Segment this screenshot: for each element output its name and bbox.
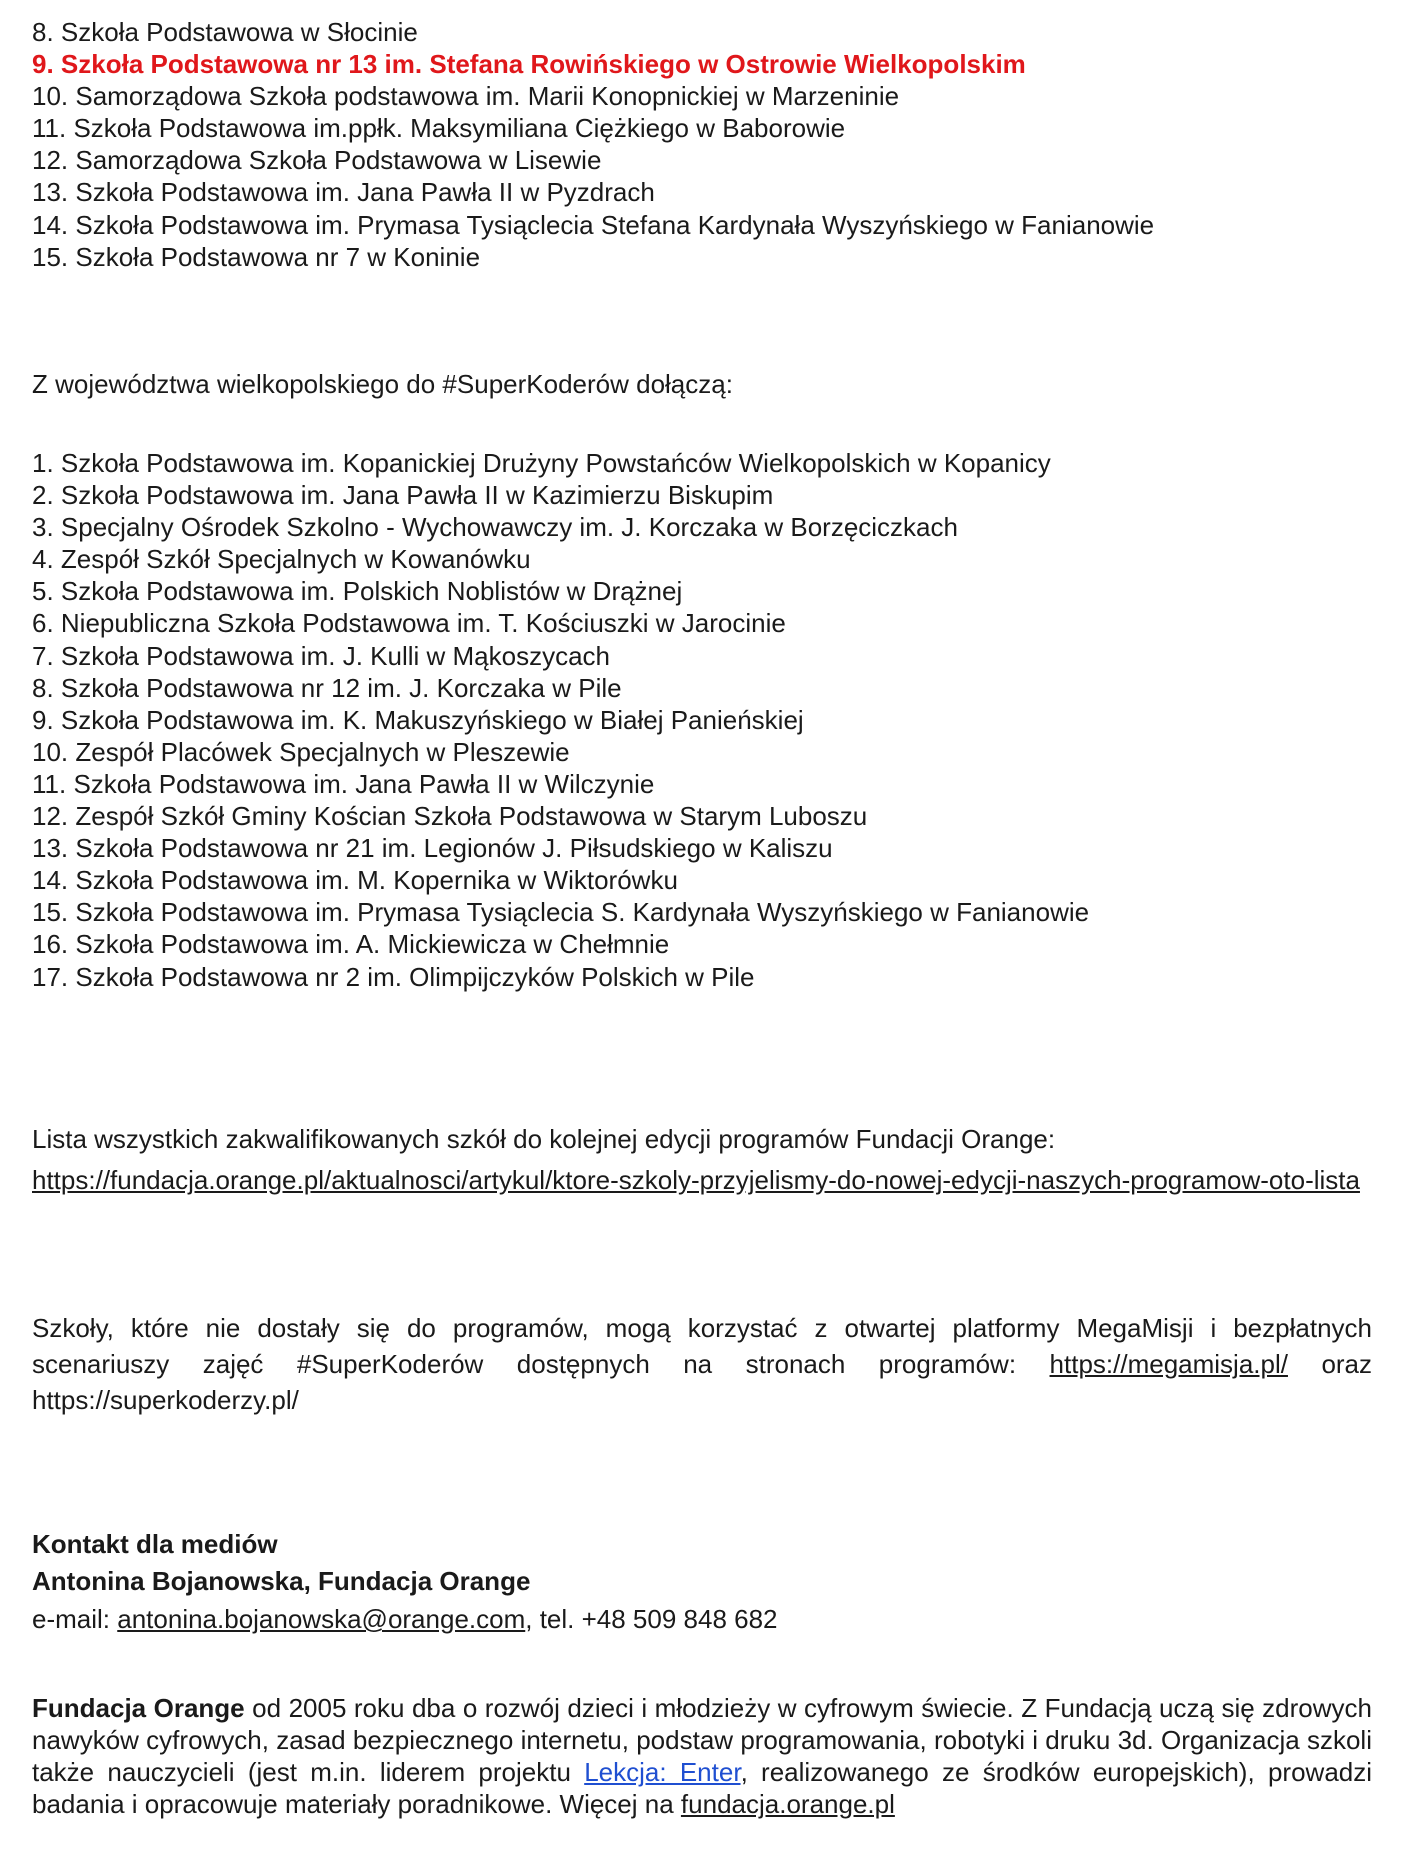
- about-text-2: , realizowanego ze środków europejskich), prowadzi badania i opracowuje materiały poradnikowe. Więcej na: [32, 1757, 1373, 1819]
- all-schools-link[interactable]: https://fundacja.orange.pl/aktualnosci/artykul/ktore-szkoly-przyjelismy-do-nowej-edycji-naszych-programow-oto-lista: [32, 1165, 1360, 1195]
- list-item: 12. Samorządowa Szkoła Podstawowa w Lisewie: [32, 145, 602, 176]
- all-schools-text: Lista wszystkich zakwalifikowanych szkół do kolejnej edycji programów Fundacji Orange:: [32, 1124, 1056, 1154]
- list-item: 6. Niepubliczna Szkoła Podstawowa im. T. Kościuszki w Jarocinie: [32, 608, 786, 639]
- list-item: 15. Szkoła Podstawowa nr 7 w Koninie: [32, 241, 481, 272]
- list-item: 17. Szkoła Podstawowa nr 2 im. Olimpijczyków Polskich w Pile: [32, 961, 755, 992]
- list-item: 12. Zespół Szkół Gminy Kościan Szkoła Podstawowa w Starym Luboszu: [32, 801, 868, 832]
- list-item-highlighted: 9. Szkoła Podstawowa nr 13 im. Stefana Rowińskiego w Ostrowie Wielkopolskim: [32, 49, 1026, 80]
- list-item: 15. Szkoła Podstawowa im. Prymasa Tysiąclecia S. Kardynała Wyszyńskiego w Fanianowie: [32, 897, 1090, 928]
- email-label: e-mail:: [32, 1604, 111, 1634]
- list-item: 4. Zespół Szkół Specjalnych w Kowanówku: [32, 544, 531, 575]
- list-item: 5. Szkoła Podstawowa im. Polskich Noblistów w Drążnej: [32, 576, 683, 607]
- list-item: 3. Specjalny Ośrodek Szkolno - Wychowawczy im. J. Korczaka w Borzęciczkach: [32, 512, 958, 543]
- lekcja-enter-link[interactable]: Lekcja: Enter: [584, 1757, 741, 1787]
- school-list-continued: [32, 16, 1154, 273]
- about-text-1: od 2005 roku dba o rozwój dzieci i młodzieży w cyfrowym świecie. Z Fundacją uczą się zdrowych nawyków cyfrowych, zasad bezpiecznego internetu, podstaw programowania, robotyki i druku 3d. Organizacja szkoli także nauczycieli (jest m.in. liderem projektu: [32, 1693, 1372, 1787]
- list-item: 16. Szkoła Podstawowa im. A. Mickiewicza w Chełmnie: [32, 929, 670, 960]
- list-item: 14. Szkoła Podstawowa im. Prymasa Tysiąclecia Stefana Kardynała Wyszyńskiego w Fanianowie: [32, 209, 1155, 240]
- list-item: 11. Szkoła Podstawowa im.ppłk. Maksymiliana Ciężkiego w Baborowie: [32, 113, 846, 144]
- conjunction-text: oraz: [1321, 1349, 1373, 1379]
- foundation-name: Fundacja Orange: [32, 1693, 245, 1723]
- list-item: 9. Szkoła Podstawowa im. K. Makuszyńskiego w Białej Panieńskiej: [32, 704, 804, 735]
- open-platform-text: Szkoły, które nie dostały się do programów, mogą korzystać z otwartej platformy MegaMisji i bezpłatnych scenariuszy zajęć #SuperKoderów dostępnych na stronach programów:: [32, 1313, 1372, 1379]
- all-schools-paragraph: [32, 1164, 1362, 1196]
- list-item: 10. Samorządowa Szkoła podstawowa im. Marii Konopnickiej w Marzeninie: [32, 81, 900, 112]
- list-item: 8. Szkoła Podstawowa nr 12 im. J. Korczaka w Pile: [32, 672, 622, 703]
- superkoderzy-url: https://superkoderzy.pl/: [32, 1385, 299, 1415]
- phone-text: , tel. +48 509 848 682: [525, 1604, 778, 1634]
- list-item: 13. Szkoła Podstawowa im. Jana Pawła II w Pyzdrach: [32, 177, 655, 208]
- contact-name: Antonina Bojanowska, Fundacja Orange: [32, 1566, 531, 1596]
- list-item: 7. Szkoła Podstawowa im. J. Kulli w Mąkoszycach: [32, 640, 610, 671]
- list-item: 14. Szkoła Podstawowa im. M. Kopernika w Wiktorówku: [32, 865, 678, 896]
- contact-heading: Kontakt dla mediów: [32, 1529, 278, 1559]
- wielkopolskie-intro: Z województwa wielkopolskiego do #SuperKoderów dołączą:: [32, 369, 733, 399]
- list-item: 8. Szkoła Podstawowa w Słocinie: [32, 17, 418, 47]
- list-item: 2. Szkoła Podstawowa im. Jana Pawła II w Kazimierzu Biskupim: [32, 480, 774, 511]
- list-item: 10. Zespół Placówek Specjalnych w Pleszewie: [32, 736, 570, 767]
- contact-details: [32, 1603, 1372, 1635]
- megamisja-link[interactable]: https://megamisja.pl/: [1049, 1349, 1288, 1379]
- foundation-site-link[interactable]: fundacja.orange.pl: [680, 1789, 895, 1819]
- list-item: 11. Szkoła Podstawowa im. Jana Pawła II w Wilczynie: [32, 768, 655, 799]
- about-paragraph: [32, 1692, 1372, 1820]
- list-item: 1. Szkoła Podstawowa im. Kopanickiej Drużyny Powstańców Wielkopolskich w Kopanicy: [32, 448, 1051, 478]
- list-item: 13. Szkoła Podstawowa nr 21 im. Legionów J. Piłsudskiego w Kaliszu: [32, 833, 833, 864]
- email-link[interactable]: antonina.bojanowska@orange.com: [117, 1604, 526, 1634]
- school-list-wielkopolskie: [32, 447, 1089, 993]
- open-platform-paragraph: [32, 1310, 1372, 1418]
